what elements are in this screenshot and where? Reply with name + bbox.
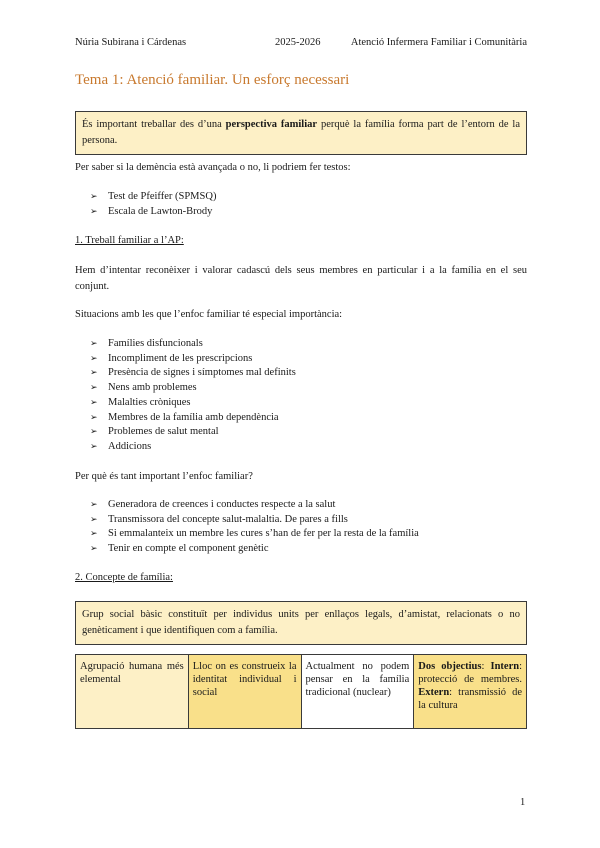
list-item: ➢ Nens amb problemes xyxy=(90,381,296,396)
page-number: 1 xyxy=(520,797,526,808)
intern-text: : protecció de membres. xyxy=(418,661,523,685)
arrow-bullet-icon: ➢ xyxy=(90,427,98,438)
table-cell-objectives: Dos objectius: Intern: protecció de membres. Extern: transmissió de la cultura xyxy=(414,655,527,729)
arrow-bullet-icon: ➢ xyxy=(90,192,98,202)
table-row xyxy=(76,655,527,729)
header-author: Núria Subirana i Cárdenas xyxy=(75,37,187,48)
intro-text-before: És important treballar des d’una xyxy=(82,119,226,130)
arrow-bullet-icon: ➢ xyxy=(90,544,98,555)
section1-paragraph: Hem d’intentar reconèixer i valorar cadascú dels seus membres en particular i a la família en el seu conjunt. xyxy=(75,265,527,292)
arrow-bullet-icon: ➢ xyxy=(90,383,98,394)
header-year: 2025-2026 xyxy=(275,37,321,48)
intro-box xyxy=(75,111,527,155)
table-cell-identity: Lloc on es construeix la identitat individual i social xyxy=(188,655,301,729)
dementia-text: Per saber si la demència està avançada o no, li podriem fer testos: xyxy=(75,162,351,173)
arrow-bullet-icon: ➢ xyxy=(90,441,98,452)
list-item: ➢ Presència de signes i símptomes mal definits xyxy=(90,366,296,381)
header-course: Atenció Infermera Familiar i Comunitària xyxy=(350,37,527,48)
list-item: ➢ Addicions xyxy=(90,440,296,455)
list-item: ➢ Transmissora del concepte salut-malaltia. De pares a fills xyxy=(90,513,419,528)
intern-label: Intern xyxy=(490,661,520,672)
list-item: ➢ Generadora de creences i conductes respecte a la salut xyxy=(90,498,419,513)
list-item: ➢ Tenir en compte el component genètic xyxy=(90,542,419,557)
arrow-bullet-icon: ➢ xyxy=(90,397,98,408)
list-item: ➢ Test de Pfeiffer (SPMSQ) xyxy=(90,190,216,205)
reasons-list xyxy=(90,498,419,557)
objectives-title: Dos objectius xyxy=(418,661,482,672)
arrow-bullet-icon: ➢ xyxy=(90,514,98,525)
arrow-bullet-icon: ➢ xyxy=(90,339,98,349)
list-item: ➢ Si emmalanteix un membre les cures s’han de fer per la resta de la família xyxy=(90,527,419,542)
tests-list xyxy=(90,190,216,219)
list-item: ➢ Problemes de salut mental xyxy=(90,425,296,440)
list-item: ➢ Escala de Lawton-Brody xyxy=(90,205,216,220)
section-heading-2: 2. Concepte de família: xyxy=(75,572,173,583)
list-item: ➢ Malalties cròniques xyxy=(90,396,296,411)
page-title: Tema 1: Atenció familiar. Un esforç necessari xyxy=(75,72,350,88)
extern-label: Extern xyxy=(418,687,450,698)
arrow-bullet-icon: ➢ xyxy=(90,368,98,379)
intro-text-bold: perspectiva familiar xyxy=(225,119,318,130)
family-concept-table xyxy=(75,654,527,729)
why-question: Per què és tant important l’enfoc familiar? xyxy=(75,471,253,482)
table-cell-grouping: Agrupació humana més elemental xyxy=(76,655,189,729)
list-item: ➢ Membres de la família amb dependència xyxy=(90,411,296,426)
definition-box: Grup social bàsic constituït per individus units per enllaços legals, d’amistat, relacionats o no genèticament i que identifiquen com a família. xyxy=(75,601,527,645)
list-item: ➢ Incompliment de les prescripcions xyxy=(90,352,296,367)
section-heading-1: 1. Treball familiar a l’AP: xyxy=(75,235,184,246)
situations-intro: Situacions amb les que l’enfoc familiar té especial importància: xyxy=(75,309,343,320)
list-item: ➢ Famílies disfuncionals xyxy=(90,337,296,352)
situations-list xyxy=(90,337,296,455)
arrow-bullet-icon: ➢ xyxy=(90,353,98,364)
extern-text: : transmissió de la cultura xyxy=(418,687,522,711)
arrow-bullet-icon: ➢ xyxy=(90,500,98,510)
arrow-bullet-icon: ➢ xyxy=(90,529,98,540)
table-cell-traditional: Actualment no podem pensar en la família tradicional (nuclear) xyxy=(301,655,414,729)
intro-text-after: perquè la família forma part de l’entorn de la persona. xyxy=(82,119,520,146)
arrow-bullet-icon: ➢ xyxy=(90,412,98,423)
arrow-bullet-icon: ➢ xyxy=(90,206,98,217)
